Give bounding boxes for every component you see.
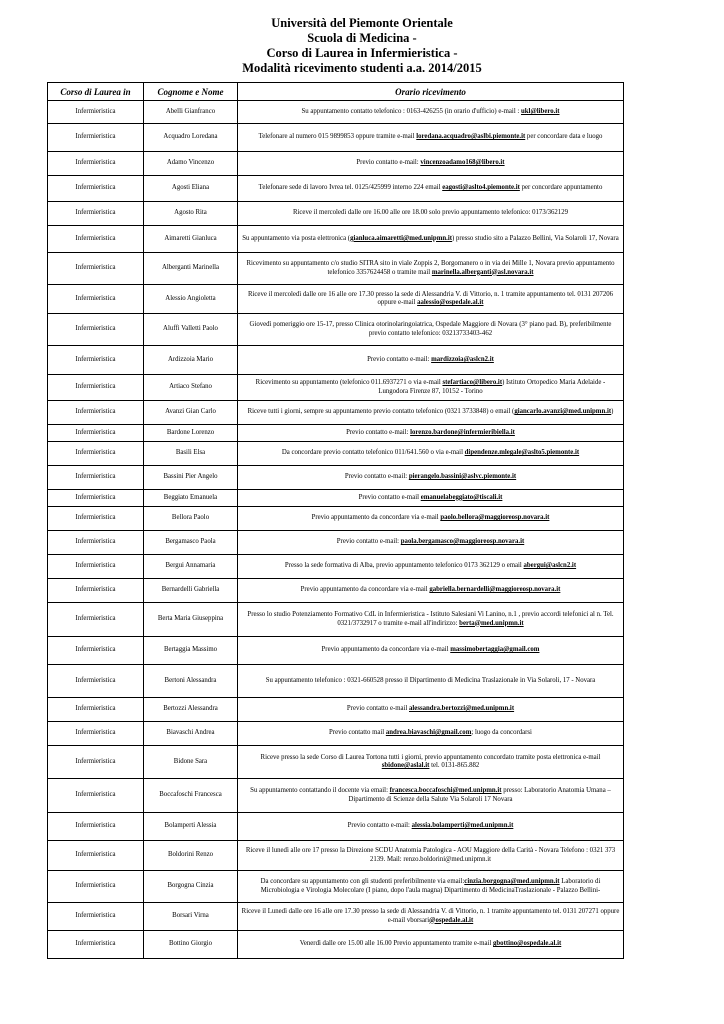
cell-name: Bertaggia Massimo xyxy=(144,637,238,665)
cell-reception-hours: Previo contatto e-mail alessandra.bertozzi@med.unipmn.it xyxy=(238,698,624,722)
cell-reception-hours: Previo contatto e-mail: mardizzoia@aslcn2.it xyxy=(238,346,624,375)
cell-course: Infermieristica xyxy=(48,722,144,746)
cell-course: Infermieristica xyxy=(48,579,144,603)
table-row xyxy=(48,903,624,931)
table-row xyxy=(48,314,624,346)
cell-name: Biavaschi Andrea xyxy=(144,722,238,746)
cell-reception-hours: Presso lo studio Potenziamento Formativo CdL in Infermieristica - Istituto Salesiani Vi Lanino, n.1 , previo accordi telefonici al n. Tel. 0321/3732917 o tramite e-mail all'indirizzo: berta@med.unipmn.it xyxy=(238,603,624,637)
email-link[interactable]: francesca.boccafoschi@med.unipmn.it xyxy=(389,787,502,795)
email-link[interactable]: aalessio@ospedale.al.it xyxy=(417,299,484,306)
cell-reception-hours: Riceve tutti i giorni, sempre su appuntamento previo contatto telefonico (0321 3733848) o email (giancarlo.avanzi@med.unipmn.it) xyxy=(238,401,624,425)
cell-reception-hours: Previo contatto e-mail: alessia.bolamperti@med.unipmn.it xyxy=(238,813,624,841)
cell-course: Infermieristica xyxy=(48,555,144,579)
cell-reception-hours: Riceve il mercoledì dalle ore 16 alle ore 17.30 presso la sede di Alessandria V. di Vittorio, n. 1 tramite appuntamento tel. 0131 207206 oppure e-mail aalessio@ospedale.al.it xyxy=(238,285,624,314)
cell-name: Alberganti Marinella xyxy=(144,253,238,285)
cell-course: Infermieristica xyxy=(48,637,144,665)
cell-reception-hours: Previo contatto e-mail emanuelabeggiato@tiscali.it xyxy=(238,490,624,507)
cell-name: Agosto Rita xyxy=(144,202,238,226)
table-body xyxy=(48,101,624,959)
cell-name: Bertoni Alessandra xyxy=(144,665,238,698)
cell-course: Infermieristica xyxy=(48,401,144,425)
email-link[interactable]: dipendenze.mlegale@aslto5.piemonte.it xyxy=(464,449,580,457)
cell-reception-hours: Riceve presso la sede Corso di Laurea Tortona tutti i giorni, previo appuntamento concordato tramite posta elettronica e-mail sbidone@aslal.it tel. 0131-865.882 xyxy=(238,746,624,779)
cell-course: Infermieristica xyxy=(48,202,144,226)
cell-course: Infermieristica xyxy=(48,871,144,903)
document-title xyxy=(0,16,724,76)
table-row xyxy=(48,579,624,603)
cell-reception-hours: Previo contatto e-mail: vincenzoadamo168@libero.it xyxy=(238,152,624,176)
cell-name: Aluffi Valletti Paolo xyxy=(144,314,238,346)
cell-name: Bardone Lorenzo xyxy=(144,425,238,442)
email-link[interactable]: gbottino@ospedale.al.it xyxy=(493,940,562,948)
cell-course: Infermieristica xyxy=(48,466,144,490)
table-header-row xyxy=(48,83,624,101)
table-row xyxy=(48,401,624,425)
cell-name: Bellora Paolo xyxy=(144,507,238,531)
cell-reception-hours: Su appuntamento contatto telefonico : 0163-426255 (in orario d'ufficio) e-mail : ukl@libero.it xyxy=(238,101,624,124)
cell-name: Basili Elsa xyxy=(144,442,238,466)
cell-name: Boldorini Renzo xyxy=(144,841,238,871)
cell-name: Bertozzi Alessandra xyxy=(144,698,238,722)
table-row xyxy=(48,637,624,665)
table-row xyxy=(48,124,624,152)
table-row xyxy=(48,466,624,490)
title-reception-hours: Modalità ricevimento studenti a.a. 2014/2015 xyxy=(242,61,482,75)
email-link[interactable]: abergui@aslcn2.it xyxy=(523,562,577,570)
table-row xyxy=(48,507,624,531)
email-link[interactable]: emanuelabeggiato@tiscali.it xyxy=(420,493,503,501)
cell-course: Infermieristica xyxy=(48,531,144,555)
cell-course: Infermieristica xyxy=(48,507,144,531)
email-link[interactable]: gianluca.aimaretti@med.unipmn.it xyxy=(350,234,452,242)
table-row xyxy=(48,442,624,466)
email-link[interactable]: vincenzoadamo168@libero.it xyxy=(420,159,505,167)
cell-reception-hours: Ricevimento su appuntamento c/o studio SITRA sito in viale Zoppis 2, Borgomanero o in via dei Mille 1, Novara previo appuntamento telefonico 3357624458 o tramite mail marinella.alberganti@asl.novara.it xyxy=(238,253,624,285)
table-row xyxy=(48,226,624,253)
cell-name: Bolamperti Alessia xyxy=(144,813,238,841)
cell-name: Adamo Vincenzo xyxy=(144,152,238,176)
cell-reception-hours: Giovedì pomeriggio ore 15-17, presso Clinica otorinolaringoiatrica, Ospedale Maggiore di Novara (3° piano pad. B), preferibilmente previo contatto telefonico: 03213733403-462 xyxy=(238,314,624,346)
cell-name: Berta Maria Giuseppina xyxy=(144,603,238,637)
email-link[interactable]: eagosti@aslto4.piemonte.it xyxy=(442,184,520,192)
email-link[interactable]: marinella.alberganti@asl.novara.it xyxy=(431,268,534,276)
cell-course: Infermieristica xyxy=(48,176,144,202)
cell-reception-hours: Previo contatto e-mail: lorenzo.bardone@infermieribiella.it xyxy=(238,425,624,442)
cell-reception-hours: Riceve il lunedì alle ore 17 presso la Direzione SCDU Anatomia Patologica - AOU Maggiore della Carità - Novara Telefono : 0321 373 2139. Mail: renzo.boldorini@med.unipmn.it xyxy=(238,841,624,871)
table-row xyxy=(48,490,624,507)
cell-name: Bidone Sara xyxy=(144,746,238,779)
email-link[interactable]: berta@med.unipmn.it xyxy=(459,619,524,627)
cell-reception-hours: Previo contatto e-mail: pierangelo.bassini@aslvc.piemonte.it xyxy=(238,466,624,490)
table-row xyxy=(48,931,624,959)
cell-course: Infermieristica xyxy=(48,152,144,176)
email-link[interactable]: stefartiaco@libero.it xyxy=(442,379,503,387)
table-row xyxy=(48,871,624,903)
table-row xyxy=(48,531,624,555)
cell-reception-hours: Previo appuntamento da concordare via e-mail gabriella.bernardelli@maggioreosp.novara.it xyxy=(238,579,624,603)
cell-course: Infermieristica xyxy=(48,375,144,401)
cell-course: Infermieristica xyxy=(48,813,144,841)
cell-reception-hours: Previo contatto e-mail: paola.bergamasco@maggioreosp.novara.it xyxy=(238,531,624,555)
reception-hours-table xyxy=(47,82,624,959)
cell-name: Bergui Annamaria xyxy=(144,555,238,579)
title-school: Scuola di Medicina - xyxy=(307,31,417,45)
cell-course: Infermieristica xyxy=(48,931,144,959)
table-row xyxy=(48,375,624,401)
email-link[interactable]: massimobertaggia@gmail.com xyxy=(450,646,540,654)
cell-reception-hours: Da concordare su appuntamento con gli studenti preferibilmente via email:cinzia.borgogna@med.unipmn.it Laboratorio di Microbiologia e Virologia Molecolare (I piano, dopo l'aula magna) Dipartimento di MedicinaTraslazionale - Palazzo Bellini- xyxy=(238,871,624,903)
cell-reception-hours: Riceve il Lunedì dalle ore 16 alle ore 17.30 presso la sede di Alessandria V. di Vittorio, n. 1 tramite appuntamento tel. 0131 207271 oppure e-mail vborsari@ospedale.al.it xyxy=(238,903,624,931)
cell-name: Abelli Gianfranco xyxy=(144,101,238,124)
cell-name: Alessio Angioletta xyxy=(144,285,238,314)
cell-name: Artiaco Stefano xyxy=(144,375,238,401)
cell-reception-hours: Su appuntamento telefonico : 0321-660528 presso il Dipartimento di Medicina Traslazionale in Via Solaroli, 17 - Novara xyxy=(238,665,624,698)
cell-reception-hours: Presso la sede formativa di Alba, previo appuntamento telefonico 0173 362129 o email abergui@aslcn2.it xyxy=(238,555,624,579)
cell-name: Boccafoschi Francesca xyxy=(144,779,238,813)
table-row xyxy=(48,555,624,579)
cell-name: Acquadro Loredana xyxy=(144,124,238,152)
email-link[interactable]: sbidone@aslal.it xyxy=(381,762,430,769)
cell-name: Borsari Virna xyxy=(144,903,238,931)
cell-name: Avanzi Gian Carlo xyxy=(144,401,238,425)
cell-reception-hours: Ricevimento su appuntamento (telefonico 011.6937271 o via e-mail stefartiaco@libero.it) Istituto Ortopedico Maria Adelaide - Lungodora Firenze 87, 10152 - Torino xyxy=(238,375,624,401)
cell-course: Infermieristica xyxy=(48,746,144,779)
column-header-hours: Orario ricevimento xyxy=(238,83,624,101)
email-link[interactable]: alessia.bolamperti@med.unipmn.it xyxy=(411,822,514,830)
cell-reception-hours: Da concordare previo contatto telefonico 011/641.560 o via e-mail dipendenze.mlegale@aslto5.piemonte.it xyxy=(238,442,624,466)
cell-course: Infermieristica xyxy=(48,124,144,152)
cell-name: Bottino Giorgio xyxy=(144,931,238,959)
email-link[interactable]: andrea.biavaschi@gmail.com xyxy=(385,729,472,737)
table-row xyxy=(48,176,624,202)
cell-course: Infermieristica xyxy=(48,698,144,722)
cell-course: Infermieristica xyxy=(48,314,144,346)
email-link[interactable]: cinzia.borgogna@med.unipmn.it xyxy=(464,878,560,886)
table-row xyxy=(48,665,624,698)
cell-reception-hours: Telefonare al numero 015 9899853 oppure tramite e-mail loredana.acquadro@aslbi.piemonte.it per concordare data e luogo xyxy=(238,124,624,152)
cell-course: Infermieristica xyxy=(48,425,144,442)
title-course: Corso di Laurea in Infermieristica - xyxy=(266,46,458,60)
table-row xyxy=(48,346,624,375)
email-link[interactable]: lorenzo.bardone@infermieribiella.it xyxy=(410,428,515,436)
cell-name: Beggiato Emanuela xyxy=(144,490,238,507)
table-row xyxy=(48,253,624,285)
cell-reception-hours: Telefonare sede di lavoro Ivrea tel. 0125/425999 interno 224 email eagosti@aslto4.piemonte.it per concordare appuntamento xyxy=(238,176,624,202)
column-header-course: Corso di Laurea in xyxy=(48,83,144,101)
cell-reception-hours: Su appuntamento contattando il docente via email: francesca.boccafoschi@med.unipmn.it presso: Laboratorio Anatomia Umana – Dipartimento di Scienze della Salute Via Solaroli 17 Novara xyxy=(238,779,624,813)
cell-name: Borgogna Cinzia xyxy=(144,871,238,903)
email-link[interactable]: @ospedale.al.it xyxy=(429,916,474,924)
cell-reception-hours: Venerdì dalle ore 15.00 alle 16.00 Previo appuntamento tramite e-mail gbottino@ospedale.al.it xyxy=(238,931,624,959)
cell-course: Infermieristica xyxy=(48,903,144,931)
table-row xyxy=(48,746,624,779)
cell-name: Bernardelli Gabriella xyxy=(144,579,238,603)
cell-name: Bassini Pier Angelo xyxy=(144,466,238,490)
email-link[interactable]: paolo.bellora@maggioreosp.novara.it xyxy=(440,514,550,522)
cell-course: Infermieristica xyxy=(48,779,144,813)
cell-course: Infermieristica xyxy=(48,841,144,871)
cell-name: Agosti Eliana xyxy=(144,176,238,202)
cell-course: Infermieristica xyxy=(48,101,144,124)
email-link[interactable]: alessandra.bertozzi@med.unipmn.it xyxy=(409,705,515,713)
cell-name: Bergamasco Paola xyxy=(144,531,238,555)
cell-course: Infermieristica xyxy=(48,285,144,314)
cell-course: Infermieristica xyxy=(48,226,144,253)
table-row xyxy=(48,841,624,871)
cell-reception-hours: Previo appuntamento da concordare via e-mail massimobertaggia@gmail.com xyxy=(238,637,624,665)
cell-course: Infermieristica xyxy=(48,490,144,507)
cell-reception-hours: Riceve il mercoledì dalle ore 16.00 alle ore 18.00 solo previo appuntamento telefonico: 0173/362129 xyxy=(238,202,624,226)
column-header-name: Cognome e Nome xyxy=(144,83,238,101)
cell-name: Ardizzoia Mario xyxy=(144,346,238,375)
email-link[interactable]: pierangelo.bassini@aslvc.piemonte.it xyxy=(408,473,517,481)
title-university: Università del Piemonte Orientale xyxy=(271,16,453,30)
email-link[interactable]: loredana.acquadro@aslbi.piemonte.it xyxy=(416,133,526,141)
cell-course: Infermieristica xyxy=(48,442,144,466)
table-row xyxy=(48,101,624,124)
cell-course: Infermieristica xyxy=(48,665,144,698)
cell-course: Infermieristica xyxy=(48,253,144,285)
table-row xyxy=(48,779,624,813)
cell-course: Infermieristica xyxy=(48,346,144,375)
cell-reception-hours: Previo appuntamento da concordare via e-mail paolo.bellora@maggioreosp.novara.it xyxy=(238,507,624,531)
table-row xyxy=(48,813,624,841)
table-row xyxy=(48,202,624,226)
table-row xyxy=(48,722,624,746)
cell-course: Infermieristica xyxy=(48,603,144,637)
table-row xyxy=(48,152,624,176)
table-row xyxy=(48,425,624,442)
email-link[interactable]: mardizzoia@aslcn2.it xyxy=(431,355,494,363)
table-row xyxy=(48,603,624,637)
cell-reception-hours: Su appuntamento via posta elettronica (gianluca.aimaretti@med.unipmn.it) presso studio sito a Palazzo Bellini, Via Solaroli 17, Novara xyxy=(238,226,624,253)
email-link[interactable]: giancarlo.avanzi@med.unipmn.it xyxy=(514,408,612,416)
cell-name: Aimaretti Gianluca xyxy=(144,226,238,253)
email-link[interactable]: paola.bergamasco@maggioreosp.novara.it xyxy=(400,538,525,546)
email-link[interactable]: gabriella.bernardelli@maggioreosp.novara.it xyxy=(429,586,561,594)
cell-reception-hours: Previo contatto mail andrea.biavaschi@gmail.com; luogo da concordarsi xyxy=(238,722,624,746)
email-link[interactable]: ukl@libero.it xyxy=(521,107,560,115)
table-row xyxy=(48,698,624,722)
table-row xyxy=(48,285,624,314)
